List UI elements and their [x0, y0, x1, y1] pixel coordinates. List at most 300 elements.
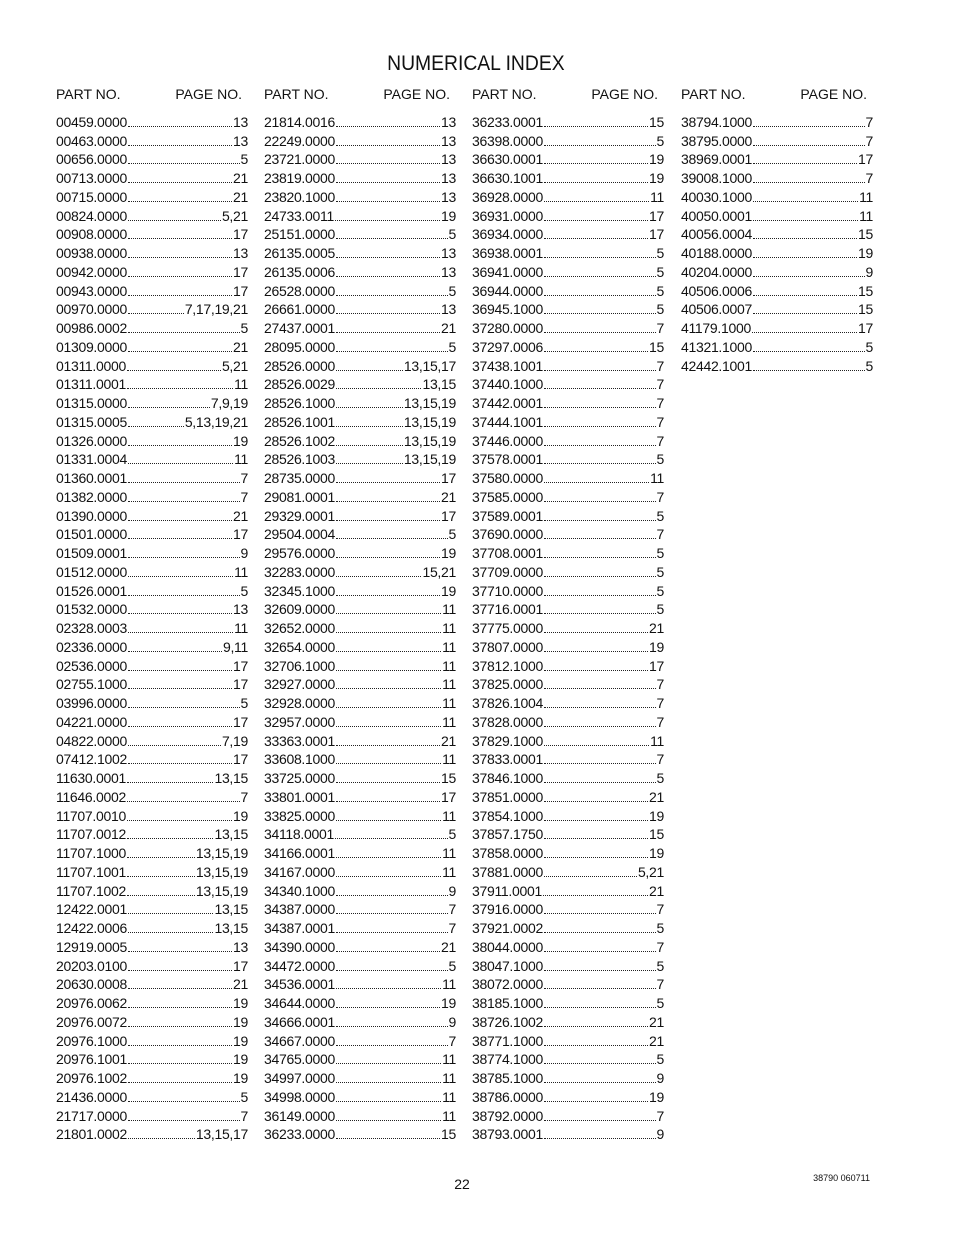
- part-number: 34998.0000: [264, 1088, 335, 1105]
- part-number: 01311.0000: [56, 357, 126, 374]
- part-number: 37812.1000: [472, 657, 543, 674]
- part-number: 36233.0000: [264, 1126, 335, 1143]
- part-number: 41179.1000: [681, 320, 751, 336]
- page-reference: 7: [656, 357, 664, 374]
- dot-leader: [128, 295, 232, 296]
- dot-leader: [544, 1138, 656, 1139]
- page-reference: 7: [656, 751, 664, 768]
- dot-leader: [128, 1101, 240, 1102]
- dot-leader: [128, 463, 233, 464]
- dot-leader: [544, 482, 649, 483]
- dot-leader: [128, 257, 232, 258]
- index-entry: [264, 767, 456, 786]
- page-reference: 15: [649, 338, 664, 355]
- dot-leader: [336, 1063, 441, 1064]
- page-reference: 21: [233, 338, 248, 355]
- index-entry: [264, 224, 456, 243]
- index-entry: [681, 261, 873, 280]
- index-entry: [264, 730, 456, 749]
- dot-leader: [544, 332, 656, 333]
- page-reference: 19: [649, 807, 664, 824]
- part-number: 01509.0001: [56, 545, 127, 561]
- part-number: 36938.0001: [472, 245, 543, 261]
- part-number: 23721.0000: [264, 151, 335, 168]
- part-number: 36941.0000: [472, 263, 543, 280]
- dot-leader: [544, 163, 648, 164]
- part-number: 37709.0000: [472, 563, 543, 580]
- index-entry: [472, 899, 664, 918]
- page-reference: 19: [649, 1088, 664, 1105]
- page-reference: 13,15: [214, 826, 248, 843]
- page-reference: 19: [233, 807, 248, 824]
- part-number: 20976.1002: [56, 1070, 127, 1086]
- page-reference: 11: [442, 676, 456, 693]
- page-reference: 17: [858, 151, 873, 168]
- page-reference: 21: [233, 507, 248, 524]
- part-number: 33825.0000: [264, 807, 335, 824]
- index-entry: [472, 1124, 664, 1143]
- part-number: 38726.1002: [472, 1013, 543, 1030]
- page-reference: 5: [656, 545, 664, 561]
- index-entry: [56, 655, 248, 674]
- index-entry: [472, 261, 664, 280]
- dot-leader: [752, 332, 857, 333]
- page-reference: 5: [240, 320, 248, 336]
- page-reference: 9: [865, 263, 873, 280]
- dot-leader: [336, 332, 440, 333]
- part-number: 29504.0004: [264, 526, 335, 543]
- index-entry: [56, 805, 248, 824]
- column-header: [56, 86, 248, 106]
- page-reference: 5: [656, 451, 664, 468]
- dot-leader: [128, 126, 232, 127]
- index-entry: [56, 842, 248, 861]
- page-reference: 5: [656, 582, 664, 599]
- dot-leader: [753, 370, 865, 371]
- page-reference: 5: [448, 826, 456, 843]
- part-number: 34666.0001: [264, 1013, 335, 1030]
- index-entry: [56, 786, 248, 805]
- dot-leader: [544, 782, 656, 783]
- part-number: 37578.0001: [472, 451, 543, 468]
- index-entry: [56, 355, 248, 374]
- dot-leader: [336, 988, 441, 989]
- index-entry: [264, 824, 456, 843]
- part-number: 38047.1000: [472, 957, 543, 974]
- dot-leader: [128, 595, 240, 596]
- part-number: 26135.0005: [264, 245, 335, 261]
- page-reference: 17: [233, 657, 248, 674]
- part-number: 36945.1000: [472, 301, 543, 318]
- page-reference: 7: [656, 901, 664, 918]
- index-entry: [264, 317, 456, 336]
- dot-leader: [128, 351, 232, 352]
- part-number: 37708.0001: [472, 545, 543, 561]
- dot-leader: [753, 126, 865, 127]
- page-reference: 13,15,19: [403, 432, 456, 449]
- part-number: 22249.0000: [264, 132, 335, 149]
- index-entry: [264, 749, 456, 768]
- dot-leader: [128, 332, 240, 333]
- index-entry: [472, 561, 664, 580]
- index-entry: [264, 617, 456, 636]
- part-number: 21801.0002: [56, 1126, 127, 1143]
- page-number: 22: [454, 1176, 470, 1192]
- dot-leader: [544, 688, 656, 689]
- dot-leader: [336, 538, 448, 539]
- page-reference: 7: [656, 1107, 664, 1124]
- page-reference: 15: [441, 770, 456, 786]
- page-reference: 19: [233, 1051, 248, 1068]
- index-entry: [56, 1105, 248, 1124]
- part-number: 32652.0000: [264, 620, 335, 636]
- dot-leader: [128, 426, 184, 427]
- part-number: 37716.0001: [472, 601, 543, 618]
- part-number: 00908.0000: [56, 226, 127, 243]
- dot-leader: [336, 520, 440, 521]
- part-number: 37280.0000: [472, 320, 543, 336]
- part-number: 07412.1002: [56, 751, 127, 768]
- dot-leader: [336, 970, 448, 971]
- page-reference: 7: [656, 713, 664, 730]
- dot-leader: [128, 688, 232, 689]
- page-reference: 7: [656, 488, 664, 505]
- page-no-header: PAGE NO.: [175, 86, 242, 102]
- dot-leader: [336, 1082, 441, 1083]
- dot-leader: [128, 1138, 195, 1139]
- index-entry: [56, 617, 248, 636]
- part-number: 37833.0001: [472, 751, 543, 768]
- page-reference: 7: [656, 938, 664, 955]
- dot-leader: [336, 501, 440, 502]
- index-entry: [472, 674, 664, 693]
- part-number: 00463.0000: [56, 132, 127, 149]
- page-reference: 5: [240, 582, 248, 599]
- part-number: 34118.0001: [264, 826, 334, 843]
- page-reference: 11: [442, 1088, 456, 1105]
- page-reference: 7: [448, 920, 456, 936]
- part-number: 36944.0000: [472, 282, 543, 299]
- index-entry: [681, 186, 873, 205]
- index-column-3: [472, 86, 664, 1142]
- part-number: 34667.0000: [264, 1032, 335, 1049]
- dot-leader: [128, 1063, 232, 1064]
- part-number: 37857.1750: [472, 826, 543, 843]
- dot-leader: [544, 613, 656, 614]
- part-number: 37911.0001: [472, 882, 542, 899]
- dot-leader: [544, 857, 648, 858]
- dot-leader: [128, 238, 232, 239]
- dot-leader: [128, 145, 232, 146]
- index-entry: [264, 1030, 456, 1049]
- part-number: 40050.0001: [681, 207, 752, 224]
- dot-leader: [128, 407, 210, 408]
- index-entry: [681, 130, 873, 149]
- part-number: 01532.0000: [56, 601, 127, 618]
- dot-leader: [544, 388, 656, 389]
- index-entry: [472, 430, 664, 449]
- page-reference: 7: [656, 676, 664, 693]
- part-number: 00656.0000: [56, 151, 127, 168]
- page-reference: 7: [656, 432, 664, 449]
- dot-leader: [336, 670, 441, 671]
- dot-leader: [544, 445, 656, 446]
- index-entry: [472, 1049, 664, 1068]
- index-entry: [56, 374, 248, 393]
- page-reference: 5,13,19,21: [184, 413, 248, 430]
- page-reference: 13,15: [214, 901, 248, 918]
- page-reference: 9: [656, 1126, 664, 1143]
- page-reference: 21: [441, 732, 456, 749]
- part-number: 21717.0000: [56, 1107, 127, 1124]
- dot-leader: [127, 857, 195, 858]
- page-reference: 19: [441, 545, 456, 561]
- page-reference: 5: [656, 1051, 664, 1068]
- page-reference: 19: [441, 995, 456, 1011]
- part-number: 28526.0029: [264, 376, 335, 393]
- index-entry: [264, 955, 456, 974]
- part-number: 37585.0000: [472, 488, 543, 505]
- dot-leader: [544, 651, 648, 652]
- index-entry: [264, 711, 456, 730]
- index-entry: [472, 242, 664, 261]
- page-reference: 5: [240, 695, 248, 711]
- index-entry: [472, 917, 664, 936]
- page-reference: 21: [649, 882, 664, 899]
- part-number: 01309.0000: [56, 338, 127, 355]
- part-number: 37710.0000: [472, 582, 543, 599]
- index-entry: [264, 524, 456, 543]
- dot-leader: [128, 520, 232, 521]
- page-reference: 11: [650, 470, 664, 486]
- part-number: 37881.0000: [472, 863, 543, 880]
- page-reference: 5: [656, 132, 664, 149]
- part-number: 36928.0000: [472, 188, 543, 205]
- index-entry: [56, 336, 248, 355]
- page-reference: 13: [441, 132, 456, 149]
- part-number: 37828.0000: [472, 713, 543, 730]
- index-entry: [56, 467, 248, 486]
- index-entry: [264, 861, 456, 880]
- index-entry: [56, 1049, 248, 1068]
- page-reference: 17: [441, 788, 456, 805]
- part-no-header: PART NO.: [472, 86, 537, 102]
- part-no-header: PART NO.: [264, 86, 329, 102]
- page-reference: 13,15: [214, 770, 248, 786]
- part-number: 00942.0000: [56, 263, 127, 280]
- part-number: 04221.0000: [56, 713, 127, 730]
- dot-leader: [336, 913, 448, 914]
- dot-leader: [128, 726, 232, 727]
- index-entry: [472, 467, 664, 486]
- dot-leader: [336, 1101, 441, 1102]
- dot-leader: [753, 351, 865, 352]
- dot-leader: [336, 688, 441, 689]
- part-number: 28526.0000: [264, 357, 335, 374]
- dot-leader: [544, 726, 656, 727]
- index-entry: [56, 599, 248, 618]
- page-reference: 13: [441, 245, 456, 261]
- page-reference: 15: [649, 113, 664, 130]
- page-reference: 15: [858, 301, 873, 318]
- page-reference: 5: [656, 563, 664, 580]
- index-entry: [56, 1030, 248, 1049]
- dot-leader: [544, 557, 656, 558]
- page-reference: 7: [240, 788, 248, 805]
- index-entry: [56, 280, 248, 299]
- dot-leader: [336, 1138, 440, 1139]
- index-entry: [56, 542, 248, 561]
- index-entry: [56, 1011, 248, 1030]
- part-number: 38794.1000: [681, 113, 752, 130]
- index-entry: [681, 317, 873, 336]
- index-entry: [472, 1105, 664, 1124]
- index-entry: [264, 167, 456, 186]
- part-number: 11707.1000: [56, 845, 126, 861]
- index-entry: [264, 561, 456, 580]
- dot-leader: [544, 820, 648, 821]
- index-entry: [472, 992, 664, 1011]
- page-reference: 15,21: [422, 563, 456, 580]
- part-number: 37444.1001: [472, 413, 543, 430]
- part-number: 20976.1000: [56, 1032, 127, 1049]
- index-entry: [56, 580, 248, 599]
- dot-leader: [544, 670, 648, 671]
- index-entry: [56, 1086, 248, 1105]
- dot-leader: [544, 238, 648, 239]
- index-entry: [472, 730, 664, 749]
- page-reference: 11: [650, 188, 664, 205]
- page-reference: 11: [442, 1107, 456, 1124]
- index-entry: [264, 242, 456, 261]
- dot-leader: [127, 370, 221, 371]
- page-reference: 13: [441, 151, 456, 168]
- part-number: 34472.0000: [264, 957, 335, 974]
- part-number: 28735.0000: [264, 470, 335, 486]
- part-number: 37854.1000: [472, 807, 543, 824]
- index-entry: [264, 1011, 456, 1030]
- part-number: 20203.0100: [56, 957, 127, 974]
- part-number: 37775.0000: [472, 620, 543, 636]
- page-reference: 13: [233, 601, 248, 618]
- index-entry: [56, 767, 248, 786]
- dot-leader: [544, 988, 656, 989]
- index-entry: [472, 880, 664, 899]
- dot-leader: [128, 220, 221, 221]
- index-entry: [264, 1049, 456, 1068]
- dot-leader: [336, 651, 441, 652]
- dot-leader: [336, 932, 448, 933]
- page-reference: 13: [233, 245, 248, 261]
- part-number: 32654.0000: [264, 638, 335, 655]
- page-reference: 7: [865, 113, 873, 130]
- part-number: 28526.1000: [264, 395, 335, 411]
- part-number: 20976.0072: [56, 1013, 127, 1030]
- index-entry: [264, 992, 456, 1011]
- page-reference: 5: [448, 338, 456, 355]
- page-reference: 11: [442, 807, 456, 824]
- part-number: 38792.0000: [472, 1107, 543, 1124]
- part-number: 34167.0000: [264, 863, 335, 880]
- part-number: 37297.0006: [472, 338, 543, 355]
- dot-leader: [128, 182, 232, 183]
- index-entry: [264, 805, 456, 824]
- page-reference: 7: [448, 901, 456, 918]
- page-reference: 11: [234, 620, 248, 636]
- part-number: 37589.0001: [472, 507, 543, 524]
- index-entry: [264, 130, 456, 149]
- column-header: [681, 86, 873, 106]
- dot-leader: [128, 501, 240, 502]
- dot-leader: [127, 838, 214, 839]
- page-reference: 5: [656, 301, 664, 318]
- part-number: 37446.0000: [472, 432, 543, 449]
- index-entry: [264, 692, 456, 711]
- dot-leader: [335, 220, 440, 221]
- dot-leader: [544, 407, 656, 408]
- page-reference: 11: [442, 638, 456, 655]
- part-number: 01382.0000: [56, 488, 127, 505]
- index-entry: [56, 824, 248, 843]
- dot-leader: [336, 595, 440, 596]
- dot-leader: [336, 445, 403, 446]
- index-entry: [264, 580, 456, 599]
- index-entry: [56, 674, 248, 693]
- index-entry: [264, 486, 456, 505]
- index-entry: [264, 261, 456, 280]
- part-number: 36233.0001: [472, 113, 543, 130]
- part-number: 04822.0000: [56, 732, 127, 749]
- page-reference: 13,15,19: [195, 845, 248, 861]
- page-reference: 19: [233, 432, 248, 449]
- index-entry: [264, 1086, 456, 1105]
- page-reference: 7,17,19,21: [184, 301, 248, 318]
- page-no-header: PAGE NO.: [383, 86, 450, 102]
- dot-leader: [128, 576, 233, 577]
- dot-leader: [127, 782, 214, 783]
- dot-leader: [128, 1026, 232, 1027]
- index-entry: [264, 299, 456, 318]
- page-reference: 5: [656, 507, 664, 524]
- part-number: 38072.0000: [472, 976, 543, 993]
- part-number: 28526.1002: [264, 432, 335, 449]
- dot-leader: [543, 895, 648, 896]
- dot-leader: [128, 745, 221, 746]
- dot-leader: [336, 407, 403, 408]
- index-entry: [681, 111, 873, 130]
- page-reference: 17: [233, 713, 248, 730]
- part-number: 41321.1000: [681, 338, 752, 355]
- page-reference: 11: [442, 713, 456, 730]
- index-entry: [472, 149, 664, 168]
- part-number: 38969.0001: [681, 151, 752, 168]
- part-number: 38795.0000: [681, 132, 752, 149]
- part-number: 01526.0001: [56, 582, 127, 599]
- part-number: 32283.0000: [264, 563, 335, 580]
- page-reference: 7: [656, 413, 664, 430]
- index-entry: [472, 749, 664, 768]
- index-entry: [56, 205, 248, 224]
- dot-leader: [127, 820, 232, 821]
- page-reference: 13,15,19: [403, 395, 456, 411]
- page-reference: 11: [859, 207, 873, 224]
- page-reference: 7: [656, 320, 664, 336]
- part-number: 37690.0000: [472, 526, 543, 543]
- index-entry: [472, 655, 664, 674]
- page-reference: 13,15,19: [195, 882, 248, 899]
- part-number: 01311.0001: [56, 376, 126, 393]
- index-entry: [472, 599, 664, 618]
